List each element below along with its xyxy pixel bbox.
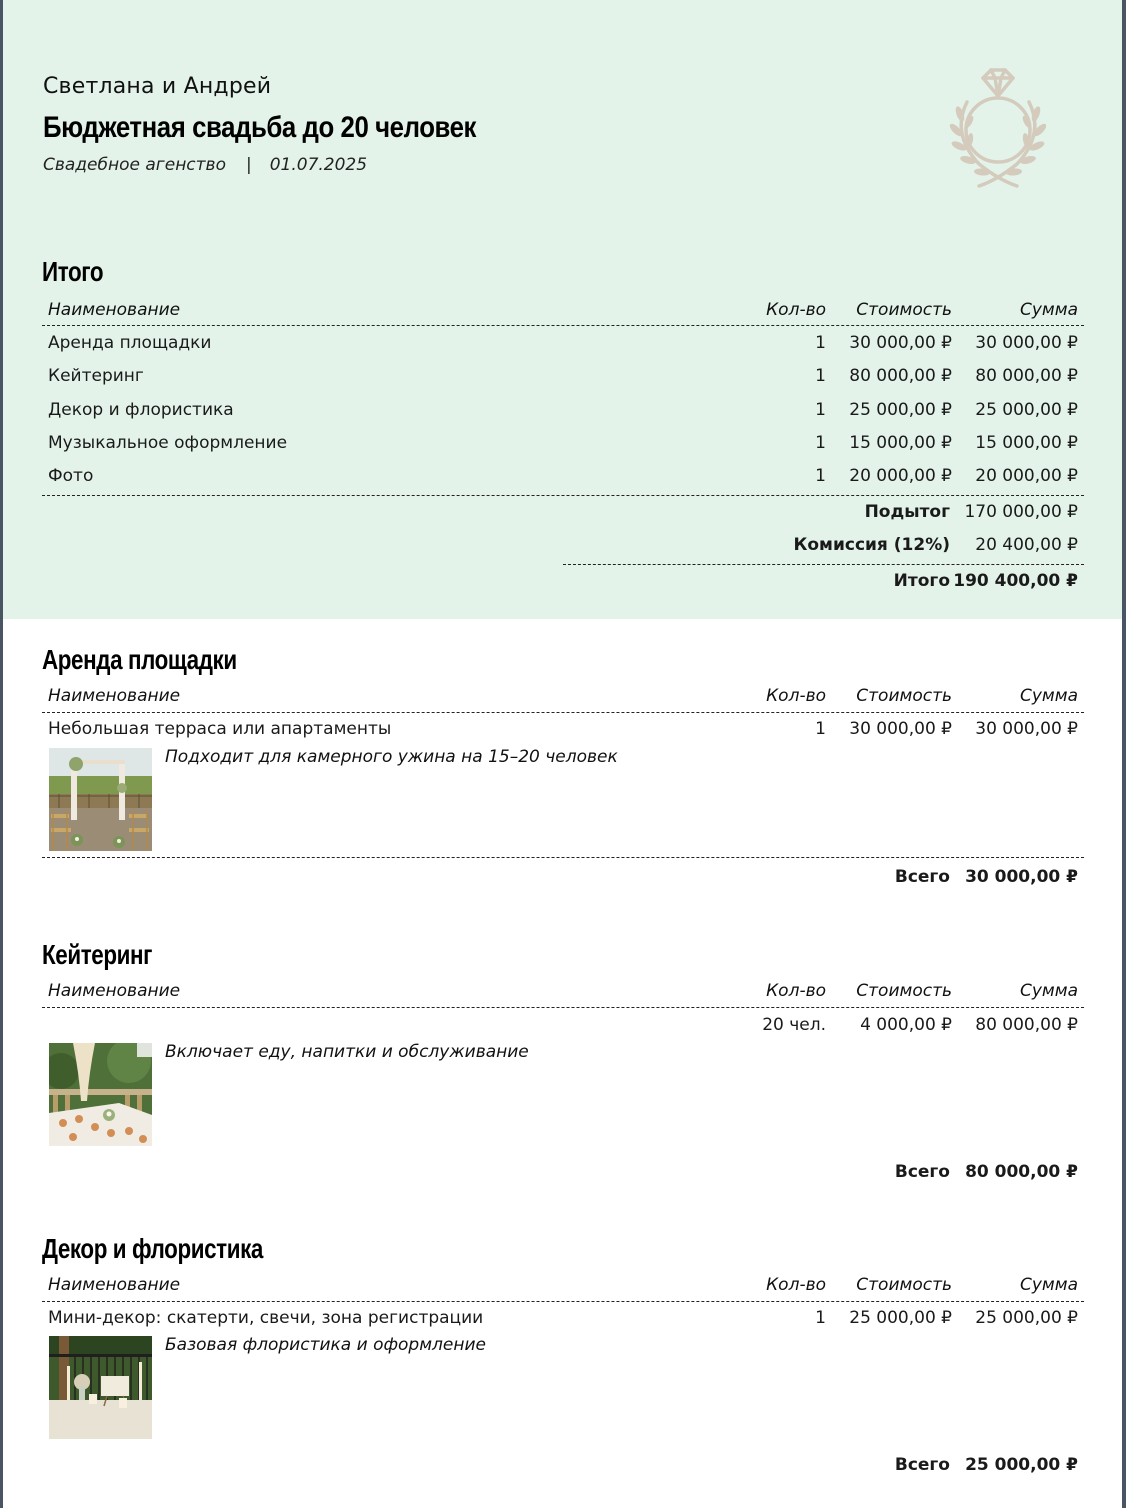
row-qty: 1 bbox=[815, 466, 826, 486]
subtotal-label: Подытог bbox=[864, 502, 950, 522]
row-cost: 30 000,00 ₽ bbox=[849, 333, 952, 353]
diamond-ring-laurel-icon bbox=[939, 64, 1057, 188]
commission-label: Комиссия (12%) bbox=[793, 535, 950, 555]
col-cost-header: Стоимость bbox=[856, 1275, 952, 1295]
section-item-row bbox=[42, 1308, 1084, 1332]
col-sum-header: Сумма bbox=[1020, 1275, 1078, 1295]
document-title: Бюджетная свадьба до 20 человек bbox=[43, 111, 477, 144]
terrace-arch-photo bbox=[49, 748, 152, 851]
section-title: Аренда площадки bbox=[42, 644, 237, 675]
col-qty-header: Кол-во bbox=[766, 981, 826, 1001]
col-cost-header: Стоимость bbox=[856, 686, 952, 706]
row-name: Музыкальное оформление bbox=[48, 433, 288, 453]
summary-row bbox=[42, 400, 1084, 424]
col-name-header: Наименование bbox=[48, 1275, 181, 1295]
row-name: Кейтеринг bbox=[48, 366, 144, 386]
col-sum-header: Сумма bbox=[1020, 300, 1078, 320]
col-sum-header: Сумма bbox=[1020, 981, 1078, 1001]
row-name: Аренда площадки bbox=[48, 333, 212, 353]
divider bbox=[42, 712, 1084, 713]
couple-names: Светлана и Андрей bbox=[43, 74, 272, 99]
row-sum: 80 000,00 ₽ bbox=[975, 366, 1078, 386]
section-total-label: Всего bbox=[894, 1162, 950, 1182]
col-sum-header: Сумма bbox=[1020, 686, 1078, 706]
item-qty: 1 bbox=[815, 1308, 826, 1328]
decor-table-photo bbox=[49, 1336, 152, 1439]
section-table-header bbox=[42, 686, 1084, 710]
divider bbox=[42, 1007, 1084, 1008]
document-subtitle bbox=[43, 155, 367, 175]
row-sum: 25 000,00 ₽ bbox=[975, 400, 1078, 420]
subtitle-separator: | bbox=[245, 155, 252, 175]
row-cost: 20 000,00 ₽ bbox=[849, 466, 952, 486]
divider bbox=[42, 857, 1084, 858]
divider bbox=[42, 1301, 1084, 1302]
item-qty: 20 чел. bbox=[762, 1015, 826, 1035]
section-title: Кейтеринг bbox=[42, 939, 153, 970]
section-table-header bbox=[42, 1275, 1084, 1299]
section-total-value: 30 000,00 ₽ bbox=[965, 867, 1078, 887]
row-cost: 25 000,00 ₽ bbox=[849, 400, 952, 420]
summary-row bbox=[42, 433, 1084, 457]
divider bbox=[42, 495, 1084, 496]
item-sum: 80 000,00 ₽ bbox=[975, 1015, 1078, 1035]
item-name: Небольшая терраса или апартаменты bbox=[48, 719, 392, 739]
col-name-header: Наименование bbox=[48, 981, 181, 1001]
agency-name: Свадебное агенство bbox=[43, 155, 226, 175]
section-total-value: 80 000,00 ₽ bbox=[965, 1162, 1078, 1182]
row-name: Декор и флористика bbox=[48, 400, 234, 420]
row-sum: 20 000,00 ₽ bbox=[975, 466, 1078, 486]
divider bbox=[42, 325, 1084, 326]
item-sum: 25 000,00 ₽ bbox=[975, 1308, 1078, 1328]
banquet-table-photo bbox=[49, 1043, 152, 1146]
row-qty: 1 bbox=[815, 333, 826, 353]
item-sum: 30 000,00 ₽ bbox=[975, 719, 1078, 739]
item-cost: 25 000,00 ₽ bbox=[849, 1308, 952, 1328]
section-table-header bbox=[42, 981, 1084, 1005]
row-name: Фото bbox=[48, 466, 94, 486]
col-qty-header: Кол-во bbox=[766, 1275, 826, 1295]
document-page bbox=[3, 0, 1122, 1508]
row-cost: 15 000,00 ₽ bbox=[849, 433, 952, 453]
section-item-row bbox=[42, 719, 1084, 743]
item-cost: 30 000,00 ₽ bbox=[849, 719, 952, 739]
item-name: Мини-декор: скатерти, свечи, зона регистрации bbox=[48, 1308, 484, 1328]
summary-table-header bbox=[42, 300, 1084, 324]
col-qty-header: Кол-во bbox=[766, 686, 826, 706]
col-name-header: Наименование bbox=[48, 686, 181, 706]
section-total-label: Всего bbox=[894, 867, 950, 887]
item-cost: 4 000,00 ₽ bbox=[860, 1015, 952, 1035]
summary-panel bbox=[3, 0, 1122, 619]
row-qty: 1 bbox=[815, 400, 826, 420]
col-cost-header: Стоимость bbox=[856, 300, 952, 320]
document-date: 01.07.2025 bbox=[269, 155, 368, 175]
section-item-row bbox=[42, 1015, 1084, 1039]
row-cost: 80 000,00 ₽ bbox=[849, 366, 952, 386]
row-qty: 1 bbox=[815, 366, 826, 386]
row-qty: 1 bbox=[815, 433, 826, 453]
section-total-label: Всего bbox=[894, 1455, 950, 1475]
grand-total-value: 190 400,00 ₽ bbox=[953, 571, 1078, 591]
col-qty-header: Кол-во bbox=[766, 300, 826, 320]
row-sum: 30 000,00 ₽ bbox=[975, 333, 1078, 353]
item-description: Базовая флористика и оформление bbox=[165, 1335, 486, 1355]
section-total-value: 25 000,00 ₽ bbox=[965, 1455, 1078, 1475]
col-cost-header: Стоимость bbox=[856, 981, 952, 1001]
row-sum: 15 000,00 ₽ bbox=[975, 433, 1078, 453]
summary-row bbox=[42, 333, 1084, 357]
summary-title: Итого bbox=[42, 256, 104, 287]
col-name-header: Наименование bbox=[48, 300, 181, 320]
section-title: Декор и флористика bbox=[42, 1233, 263, 1264]
subtotal-value: 170 000,00 ₽ bbox=[964, 502, 1078, 522]
divider bbox=[563, 564, 1084, 565]
summary-row bbox=[42, 466, 1084, 490]
item-description: Подходит для камерного ужина на 15–20 человек bbox=[165, 747, 618, 767]
grand-total-label: Итого bbox=[893, 571, 950, 591]
commission-value: 20 400,00 ₽ bbox=[975, 535, 1078, 555]
summary-row bbox=[42, 366, 1084, 390]
item-description: Включает еду, напитки и обслуживание bbox=[165, 1042, 529, 1062]
item-qty: 1 bbox=[815, 719, 826, 739]
